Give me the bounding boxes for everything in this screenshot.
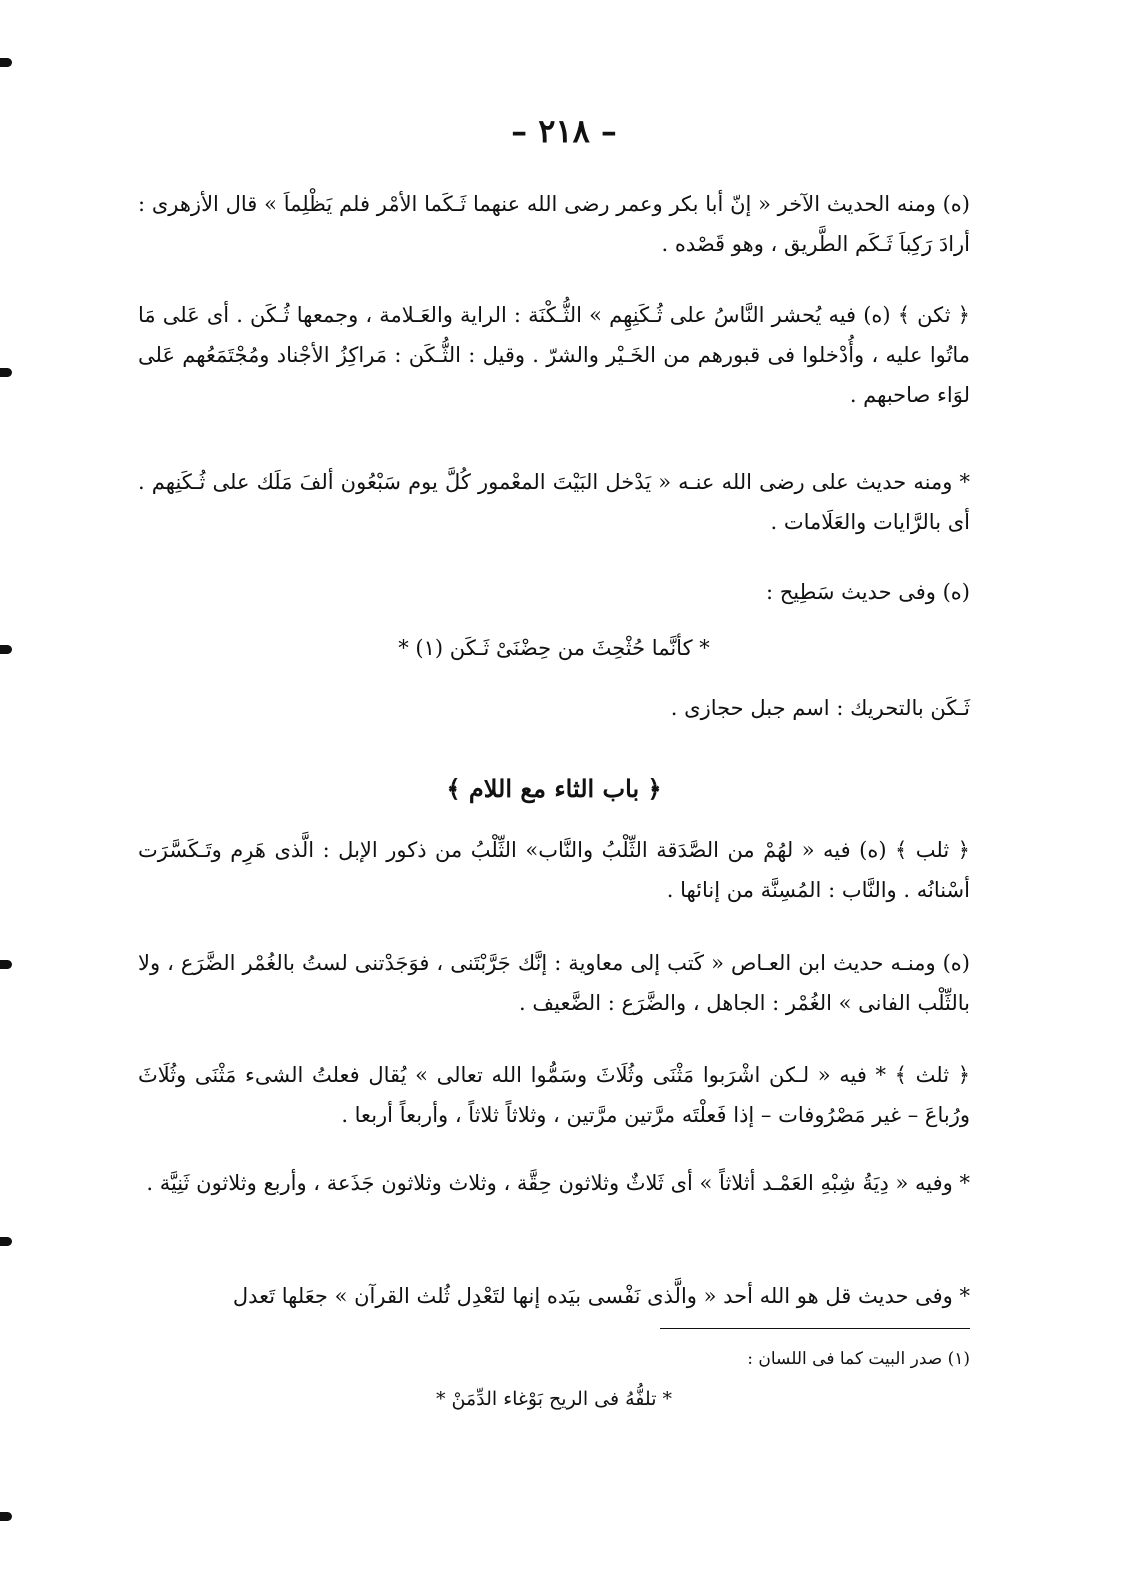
- scan-edge-mark: [0, 1512, 12, 1521]
- chapter-heading: ﴿ باب الثاء مع اللام ﴾: [446, 774, 662, 803]
- scan-edge-mark: [0, 1237, 12, 1246]
- footnote-divider: [660, 1328, 970, 1329]
- satih-intro: (ه) وفى حديث سَطِيح :: [765, 580, 970, 604]
- scan-edge-mark: [0, 58, 12, 67]
- verse-line: * كأنَّما حُثْحِثَ من حِضْنَىْ ثَـكَن (١) *: [398, 636, 710, 660]
- scan-edge-mark: [0, 645, 12, 654]
- paragraph-diya: * وفيه « دِيَةُ شِبْهِ العَمْـد أثلاثاً » أى ثَلاثٌ وثلاثون حِقَّة ، وثلاث وثلاثون جَذَعة ، وأربع وثلاثون ثَنِيَّة .: [146, 1171, 970, 1195]
- paragraph-ibn-alas: (ه) ومنـه حديث ابن العـاص « كَتب إلى معاوية : إنَّك جَرَّبْتَنى ، فوَجَدْتنى لستُ بالغُمْر الضَّرَع ، ولا بالثِّلْب الفانى » الغُمْر : الجاهل ، والضَّرَع : الضَّعيف .: [138, 951, 970, 1015]
- paragraph-qul-huwa: * وفى حديث قل هو الله أحد « والَّذى نَفْسى بيَده إنها لتَعْدِل ثُلث القرآن » جعَلها تَعدل: [232, 1284, 970, 1308]
- paragraph-thukn-entry: ﴿ ثكن ﴾ (ه) فيه يُحشر النَّاسُ على ثُـكَنِهِم » الثُّـكْنَة : الراية والعَـلامة ، وجمعها ثُـكَن . أى عَلى مَا ماتُوا عليه ، وأُدْخلوا فى قبورهم من الخَـيْر والشرّ . وقيل : الثُّـكَن : مَراكِزُ الأجْناد ومُجْتَمَعُهم عَلى لوَاء صاحبهم .: [138, 303, 970, 407]
- scan-edge-mark: [0, 368, 12, 377]
- paragraph-hadith-ali: * ومنه حديث على رضى الله عنـه « يَدْخل البَيْتَ المعْمور كُلَّ يوم سَبْعُون ألفَ مَلَك على ثُـكَنِهم . أى بالرَّايات والعَلَامات .: [138, 470, 970, 534]
- paragraph-thalth-entry: ﴿ ثلث ﴾ * فيه « لـكن اشْرَبوا مَثْنَى وثُلَاثَ وسَمُّوا الله تعالى » يُقال فعلتُ الشىء مَثْنَى وثُلَاثَ ورُباعَ – غير مَصْرُوفات – إذا فَعلْتَه مرَّتين مرَّتين ، وثلاثاً ثلاثاً ، وأربعاً أربعا .: [138, 1063, 970, 1127]
- thakan-note: ثَـكَن بالتحريك : اسم جبل حجازى .: [670, 696, 970, 720]
- paragraph-hadith-abu-bakr: (ه) ومنه الحديث الآخر « إنّ أبا بكر وعمر رضى الله عنهما ثَـكَما الأمْر فلم يَظْلِماَ » قال الأزهرى : أرادَ رَكِباَ ثَـكَم الطَّريق ، وهو قَصْده .: [138, 192, 970, 256]
- footnote-verse: * تلفُّهُ فى الريح بَوْغاء الدِّمَنْ *: [435, 1388, 673, 1410]
- page-number: – ٢١٨ –: [511, 112, 617, 150]
- scan-edge-mark: [0, 960, 12, 969]
- footnote-intro: (١) صدر البيت كما فى اللسان :: [747, 1349, 970, 1369]
- paragraph-thalb-entry: ﴿ ثلب ﴾ (ه) فيه « لهُمْ من الصَّدَقة الثِّلْبُ والنَّاب» الثِّلْبُ من ذكور الإبل : الَّذى هَرِم وتَـكَسَّرَت أسْنانُه . والنَّاب : المُسِنَّة من إنائها .: [138, 838, 970, 902]
